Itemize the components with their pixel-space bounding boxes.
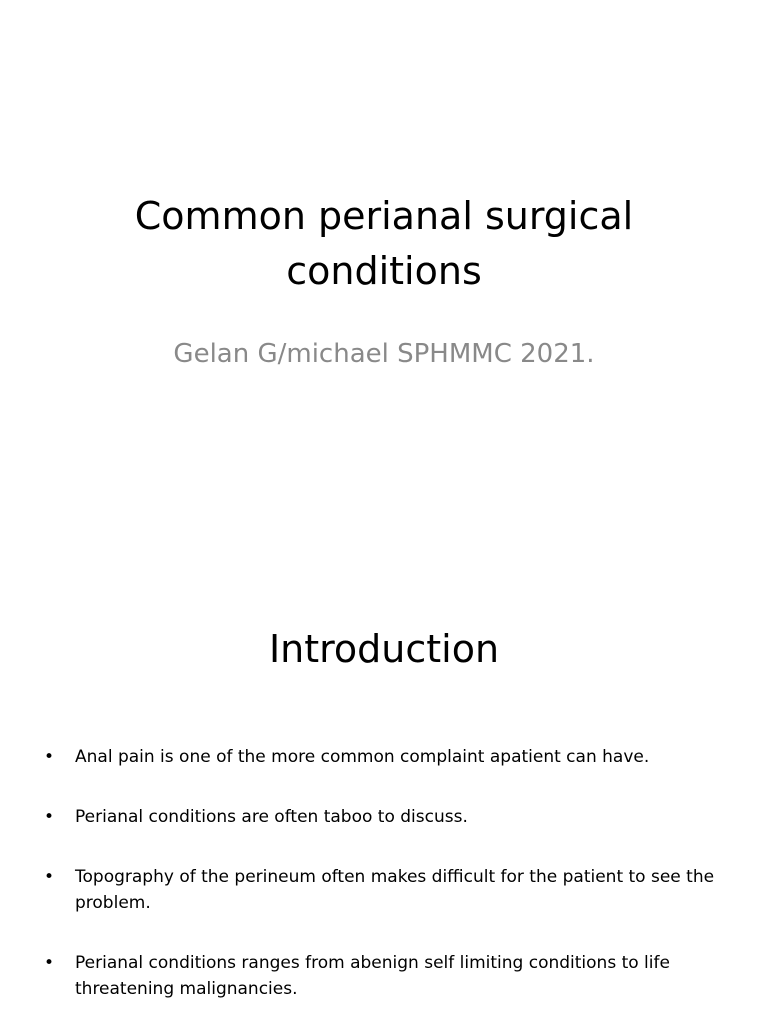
- bullet-text: Anal pain is one of the more common complaint apatient can have.: [75, 747, 650, 767]
- bullet-item: [40, 950, 720, 1002]
- bullet-icon: •: [44, 867, 55, 887]
- bullet-list: [40, 744, 720, 1036]
- bullet-icon: •: [44, 953, 55, 973]
- introduction-slide: [0, 576, 768, 1024]
- bullet-item: [40, 864, 720, 916]
- bullet-text: Perianal conditions are often taboo to discuss.: [75, 807, 468, 827]
- bullet-text: Perianal conditions ranges from abenign self limiting conditions to life threatening malignancies.: [75, 953, 670, 999]
- bullet-item: [40, 804, 720, 830]
- slide-subtitle: Gelan G/michael SPHMMC 2021.: [173, 339, 595, 369]
- bullet-text: Topography of the perineum often makes difficult for the patient to see the problem.: [75, 867, 715, 913]
- bullet-icon: •: [44, 747, 55, 767]
- slide-title: Introduction: [268, 627, 500, 671]
- bullet-icon: •: [44, 807, 55, 827]
- slide-title: Common perianal surgical conditions: [134, 194, 634, 293]
- bullet-item: [40, 744, 720, 770]
